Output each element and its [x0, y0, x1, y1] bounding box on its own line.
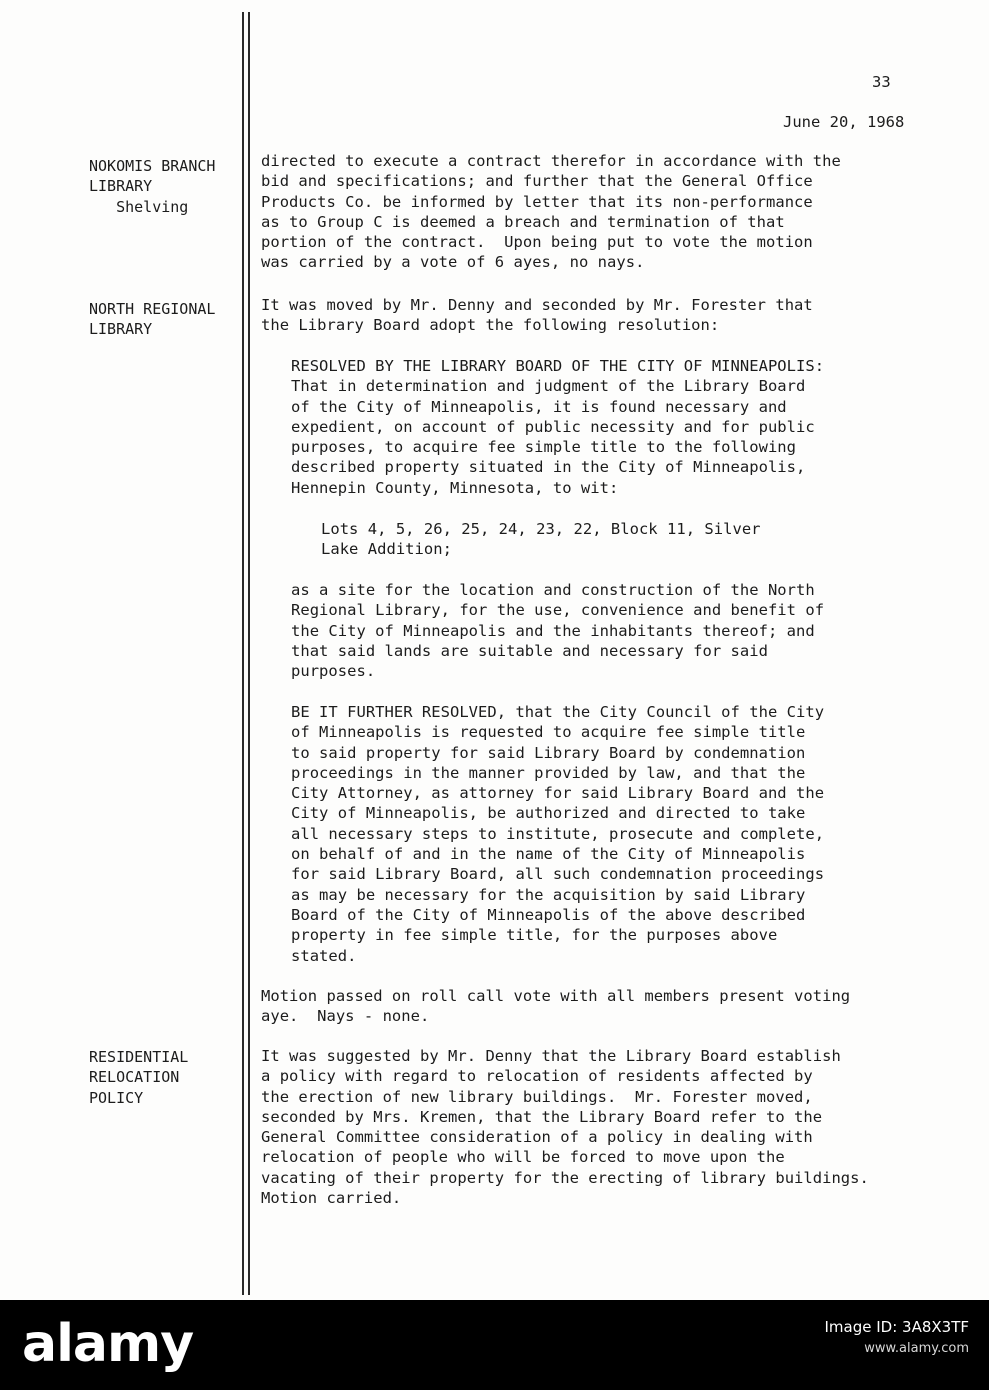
alamy-logo: alamy: [22, 1314, 194, 1374]
text-line: RESOLVED BY THE LIBRARY BOARD OF THE CITY OF MINNEAPOLIS:: [291, 357, 825, 375]
paragraph-site: [291, 580, 824, 681]
text-line: Lots 4, 5, 26, 25, 24, 23, 22, Block 11, Silver: [321, 520, 761, 538]
margin-note-north-regional: [89, 299, 215, 340]
text-line: property in fee simple title, for the purposes above: [291, 926, 778, 945]
image-credit: [825, 1316, 970, 1360]
text-line: as may be necessary for the acquisition by said Library: [291, 885, 806, 904]
paragraph-further-resolved: [291, 702, 824, 966]
text-line: Regional Library, for the use, convenience and benefit of: [291, 601, 825, 620]
text-line: seconded by Mrs. Kremen, that the Library Board refer to the: [261, 1107, 823, 1126]
margin-note-line: POLICY: [89, 1088, 144, 1107]
text-line: the City of Minneapolis and the inhabitants thereof; and: [291, 621, 815, 640]
text-line: all necessary steps to institute, prosecute and complete,: [291, 824, 825, 843]
text-line: aye. Nays - none.: [261, 1007, 430, 1026]
text-line: relocation of people who will be forced to move upon the: [261, 1148, 785, 1167]
paragraph-motion: [261, 295, 813, 336]
text-line: on behalf of and in the name of the City of Minneapolis: [291, 845, 806, 864]
text-line: bid and specifications; and further that the General Office: [261, 172, 813, 191]
text-line: a policy with regard to relocation of residents affected by: [261, 1067, 813, 1086]
text-line: as a site for the location and construction of the North: [291, 581, 815, 599]
text-line: That in determination and judgment of the Library Board: [291, 377, 806, 396]
margin-rule-right: [248, 12, 250, 1295]
watermark-footer: [0, 1300, 989, 1390]
text-line: Motion passed on roll call vote with all members present voting: [261, 987, 851, 1005]
page-date: June 20, 1968: [783, 113, 905, 131]
page-number: 33: [872, 73, 891, 91]
text-line: that said lands are suitable and necessary for said: [291, 641, 768, 660]
text-line: It was moved by Mr. Denny and seconded by Mr. Forester that: [261, 296, 813, 314]
text-line: Board of the City of Minneapolis of the above described: [291, 905, 806, 924]
text-line: the Library Board adopt the following resolution:: [261, 316, 720, 335]
image-id: Image ID: 3A8X3TF: [824, 1318, 969, 1336]
text-line: Motion carried.: [261, 1189, 402, 1208]
margin-note-line: LIBRARY: [89, 177, 153, 196]
text-line: purposes, to acquire fee simple title to the following: [291, 438, 796, 457]
text-line: City of Minneapolis, be authorized and directed to take: [291, 804, 806, 823]
text-line: was carried by a vote of 6 ayes, no nays.: [261, 253, 645, 272]
text-line: expedient, on account of public necessity and for public: [291, 417, 815, 436]
text-line: proceedings in the manner provided by law, and that the: [291, 763, 806, 782]
text-line: described property situated in the City of Minneapolis,: [291, 458, 806, 477]
paragraph-resolution: [291, 356, 824, 498]
text-line: It was suggested by Mr. Denny that the Library Board establish: [261, 1047, 841, 1065]
text-line: the erection of new library buildings. Mr. Forester moved,: [261, 1087, 813, 1106]
margin-note-line: NORTH REGIONAL: [89, 300, 216, 318]
margin-note-line: NOKOMIS BRANCH: [89, 157, 216, 175]
text-line: Lake Addition;: [321, 540, 452, 559]
margin-note-line: RELOCATION: [89, 1068, 180, 1087]
text-line: directed to execute a contract therefor in accordance with the: [261, 152, 841, 170]
text-line: as to Group C is deemed a breach and termination of that: [261, 212, 785, 231]
text-line: BE IT FURTHER RESOLVED, that the City Council of the City: [291, 703, 825, 721]
margin-rule-left: [242, 12, 244, 1295]
margin-note-nokomis: [89, 156, 215, 217]
margin-note-relocation: [89, 1047, 188, 1108]
text-line: of the City of Minneapolis, it is found necessary and: [291, 397, 787, 416]
margin-note-line: Shelving: [89, 197, 189, 216]
text-line: Products Co. be informed by letter that its non-performance: [261, 192, 813, 211]
paragraph-lots: [321, 519, 761, 560]
text-line: General Committee consideration of a policy in dealing with: [261, 1128, 813, 1147]
text-line: stated.: [291, 946, 357, 965]
text-line: vacating of their property for the erecting of library buildings.: [261, 1168, 869, 1187]
margin-note-line: LIBRARY: [89, 320, 153, 339]
paragraph-relocation: [261, 1046, 869, 1208]
text-line: Hennepin County, Minnesota, to wit:: [291, 478, 619, 497]
text-line: portion of the contract. Upon being put to vote the motion: [261, 233, 813, 252]
text-line: for said Library Board, all such condemnation proceedings: [291, 865, 825, 884]
paragraph-nokomis-contract: [261, 151, 841, 273]
text-line: to said property for said Library Board by condemnation: [291, 743, 806, 762]
site-url: www.alamy.com: [864, 1341, 969, 1356]
text-line: of Minneapolis is requested to acquire fee simple title: [291, 723, 806, 742]
paragraph-roll-call: [261, 986, 850, 1027]
text-line: City Attorney, as attorney for said Library Board and the: [291, 784, 825, 803]
text-line: purposes.: [291, 662, 376, 681]
margin-note-line: RESIDENTIAL: [89, 1048, 189, 1066]
